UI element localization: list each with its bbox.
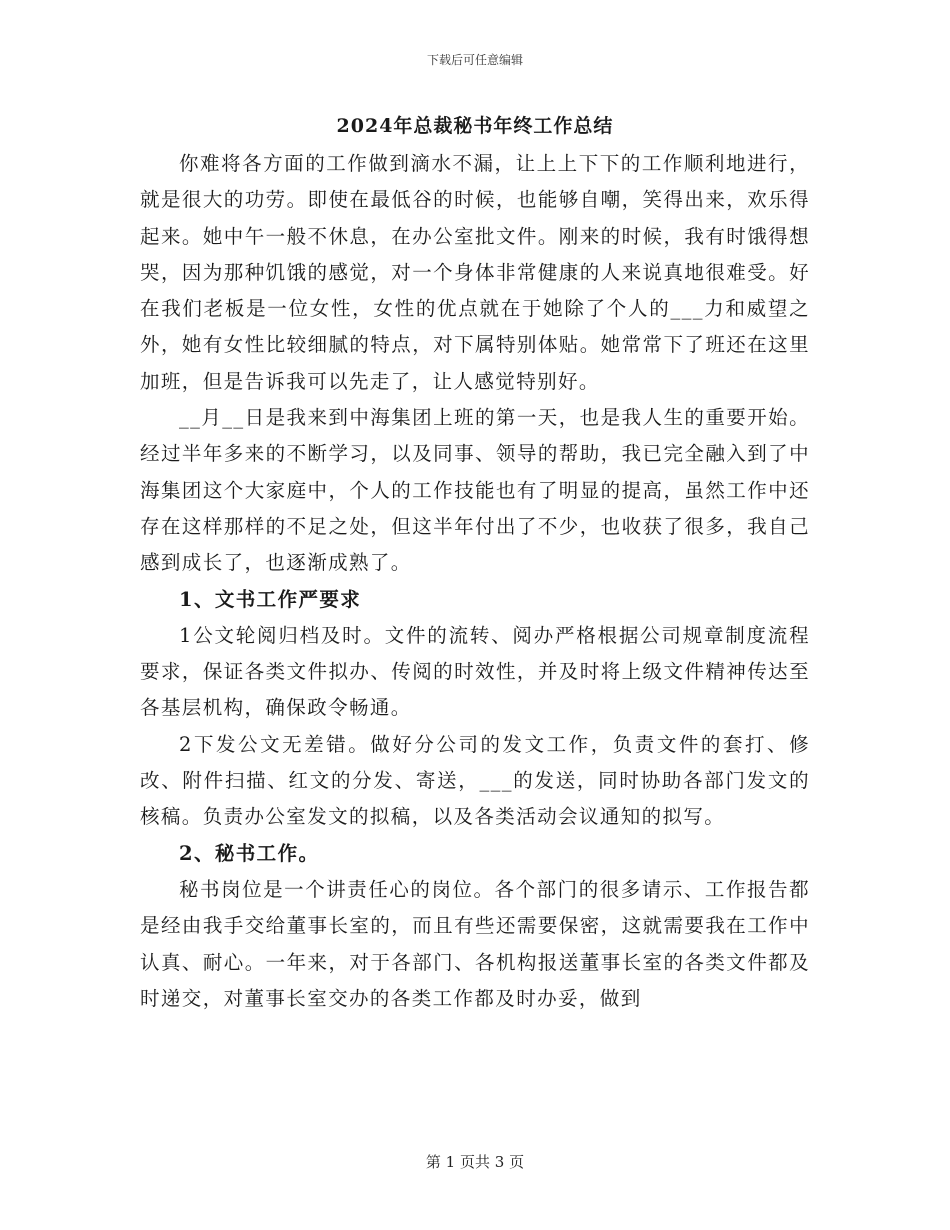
paragraph-1: 你难将各方面的工作做到滴水不漏，让上上下下的工作顺利地进行，就是很大的功劳。即使在最低谷的时候，也能够自嘲，笑得出来，欢乐得起来。她中午一般不休息，在办公室批文件。刚来的时候，我有时饿得想哭，因为那种饥饿的感觉，对一个身体非常健康的人来说真地很难受。好在我们老板是一位女性，女性的优点就在于她除了个人的___力和威望之外，她有女性比较细腻的特点，对下属特别体贴。她常常下了班还在这里加班，但是告诉我可以先走了，让人感觉特别好。: [140, 152, 810, 393]
paragraph-3: 1公文轮阅归档及时。文件的流转、阅办严格根据公司规章制度流程要求，保证各类文件拟办、传阅的时效性，并及时将上级文件精神传达至各基层机构，确保政令畅通。: [140, 623, 810, 720]
page-header-note: 下载后可任意编辑: [426, 53, 523, 67]
section-heading-1: 1、文书工作严要求: [179, 587, 362, 611]
document-body: [140, 110, 810, 1017]
document-title: 2024年总裁秘书年终工作总结: [336, 115, 614, 137]
paragraph-5: 秘书岗位是一个讲责任心的岗位。各个部门的很多请示、工作报告都是经由我手交给董事长室的，而且有些还需要保密，这就需要我在工作中认真、耐心。一年来，对于各部门、各机构报送董事长室的各类文件都及时递交，对董事长室交办的各类工作都及时办妥，做到: [140, 877, 810, 1010]
section-heading-2: 2、秘书工作。: [179, 841, 320, 865]
paragraph-4: 2下发公文无差错。做好分公司的发文工作，负责文件的套打、修改、附件扫描、红文的分发、寄送，___的发送，同时协助各部门发文的核稿。负责办公室发文的拟稿，以及各类活动会议通知的拟写。: [140, 732, 810, 829]
paragraph-2: __月__日是我来到中海集团上班的第一天，也是我人生的重要开始。经过半年多来的不断学习，以及同事、领导的帮助，我已完全融入到了中海集团这个大家庭中，个人的工作技能也有了明显的提高，虽然工作中还存在这样那样的不足之处，但这半年付出了不少，也收获了很多，我自己感到成长了，也逐渐成熟了。: [140, 406, 810, 575]
page-number: 第 1 页共 3 页: [425, 1153, 525, 1171]
